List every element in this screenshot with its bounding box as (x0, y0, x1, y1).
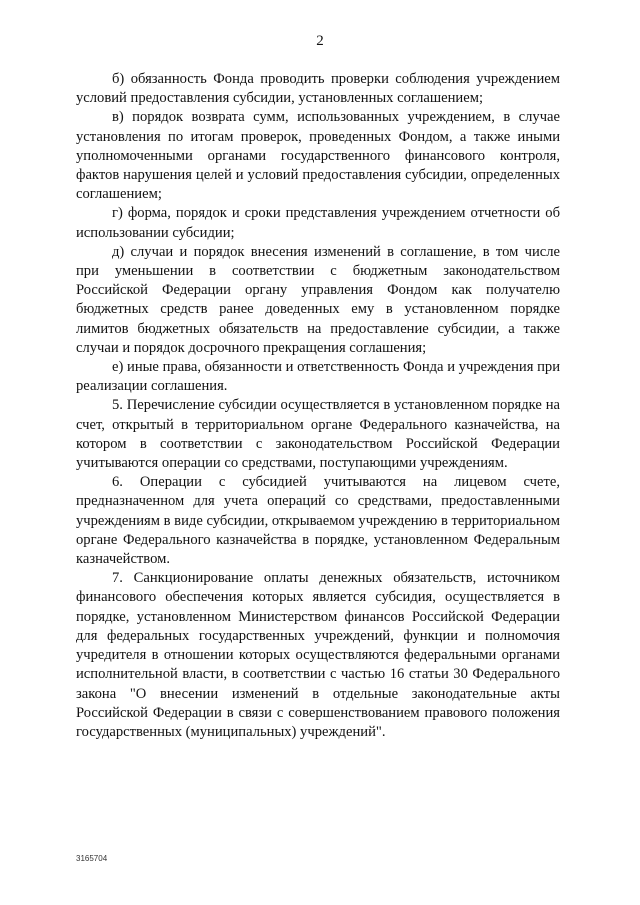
paragraph-e: е) иные права, обязанности и ответственность Фонда и учреждения при реализации соглашения. (76, 359, 560, 395)
paragraph-6: 6. Операции с субсидией учитываются на лицевом счете, предназначенном для учета операций со средствами, предоставленными учреждениям в виде субсидии, открываемом учреждению в территориальном органе Федерального казначейства в порядке, установленном Федеральным казначейством. (76, 474, 560, 568)
page-number: 2 (316, 33, 324, 49)
paragraph-7: 7. Санкционирование оплаты денежных обязательств, источником финансового обеспечения которых является субсидия, осуществляется в порядке, установленном Министерством финансов Российской Федерации для федеральных государственных учреждений, функции и полномочия учредителя в отношении которых осуществляются федеральными органами исполнительной власти, в соответствии с частью 16 статьи 30 Федерального закона "О внесении изменений в отдельные законодательные акты Российской Федерации в связи с совершенствованием правового положения государственных (муниципальных) учреждений". (76, 570, 560, 740)
paragraph-5: 5. Перечисление субсидии осуществляется в установленном порядке на счет, открытый в территориальном органе Федерального казначейства, на котором в соответствии с законодательством Российской Федерации учитываются операции со средствами, поступающими учреждениям. (76, 397, 560, 472)
document-code: 3165704 (76, 854, 108, 863)
paragraph-d: д) случаи и порядок внесения изменений в соглашение, в том числе при уменьшении в соответствии с бюджетным законодательством Российской Федерации органу управления Фондом как получателю бюджетных средств ранее доведенных ему в установленном порядке лимитов бюджетных обязательств на предоставление субсидии, а также случаи и порядок досрочного прекращения соглашения; (76, 243, 560, 356)
paragraph-v: в) порядок возврата сумм, использованных учреждением, в случае установления по итогам проверок, проведенных Фондом, а также иными уполномоченными органами государственного финансового контроля, фактов нарушения целей и условий предоставления субсидии, определенных соглашением; (76, 109, 560, 203)
paragraph-g: г) форма, порядок и сроки представления учреждением отчетности об использовании субсидии; (76, 205, 560, 241)
document-body (76, 70, 560, 742)
paragraph-b: б) обязанность Фонда проводить проверки соблюдения учреждением условий предоставления субсидии, установленных соглашением; (76, 71, 560, 107)
